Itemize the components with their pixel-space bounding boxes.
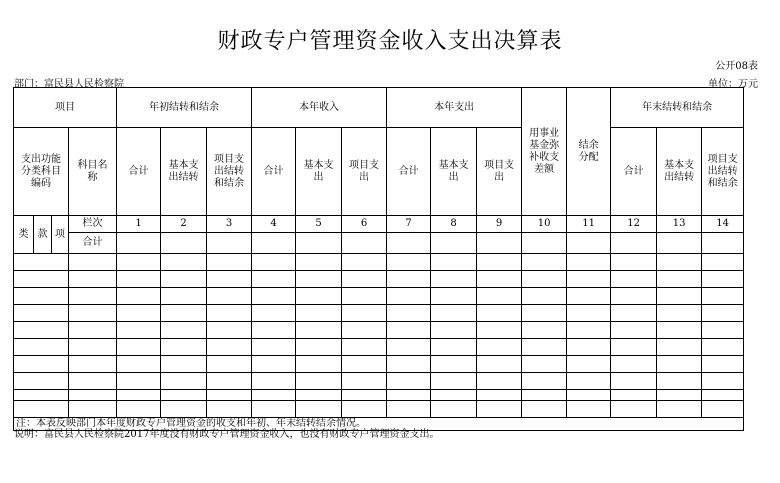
code-part-section: 款 [34, 216, 52, 254]
header-income-project: 项目支出 [342, 128, 387, 216]
header-balance-distribution: 结余分配 [567, 88, 611, 216]
budget-table [13, 87, 744, 431]
header-begin-total: 合计 [117, 128, 161, 216]
header-income-basic: 基本支出 [296, 128, 342, 216]
header-end-total: 合计 [611, 128, 657, 216]
header-func-code: 支出功能分类科目编码 [14, 128, 69, 216]
page-title: 财政专户管理资金收入支出决算表 [217, 29, 563, 54]
column-number: 6 [342, 216, 387, 233]
column-number: 13 [657, 216, 702, 233]
form-code: 公开08表 [715, 61, 758, 72]
code-part-class: 类 [14, 216, 34, 254]
column-number: 9 [477, 216, 522, 233]
header-item: 项目 [14, 88, 117, 128]
column-number: 11 [567, 216, 611, 233]
header-begin-basic: 基本支出结转 [161, 128, 207, 216]
column-number: 5 [296, 216, 342, 233]
column-number: 1 [117, 216, 161, 233]
header-current-expense: 本年支出 [387, 88, 522, 128]
header-subsidy-deficit: 用事业基金弥补收支差额 [522, 88, 567, 216]
column-number: 8 [431, 216, 477, 233]
header-current-income: 本年收入 [252, 88, 387, 128]
total-label: 合计 [69, 233, 117, 254]
code-part-item: 项 [52, 216, 69, 254]
description-text: 说明：富民县人民检察院2017年度没有财政专户管理资金收入，也没有财政专户管理资金支出。 [14, 429, 440, 440]
header-begin-project: 项目支出结转和结余 [207, 128, 252, 216]
header-end-basic: 基本支出结转 [657, 128, 702, 216]
header-begin-balance: 年初结转和结余 [117, 88, 252, 128]
column-number: 10 [522, 216, 567, 233]
unit-label: 单位：万元 [708, 79, 758, 90]
column-number: 3 [207, 216, 252, 233]
header-end-balance: 年末结转和结余 [611, 88, 744, 128]
header-subject-name: 科目名称 [69, 128, 117, 216]
column-number: 2 [161, 216, 207, 233]
column-number: 14 [702, 216, 744, 233]
header-expense-basic: 基本支出 [431, 128, 477, 216]
table-note: 注：本表反映部门本年度财政专户管理资金的收支和年初、年末结转结余情况。 [14, 418, 744, 431]
header-income-total: 合计 [252, 128, 296, 216]
column-number: 12 [611, 216, 657, 233]
column-number: 7 [387, 216, 431, 233]
row-label: 栏次 [69, 216, 117, 233]
column-number: 4 [252, 216, 296, 233]
header-expense-project: 项目支出 [477, 128, 522, 216]
department-label: 部门：富民县人民检察院 [14, 79, 124, 90]
header-end-project: 项目支出结转和结余 [702, 128, 744, 216]
header-expense-total: 合计 [387, 128, 431, 216]
